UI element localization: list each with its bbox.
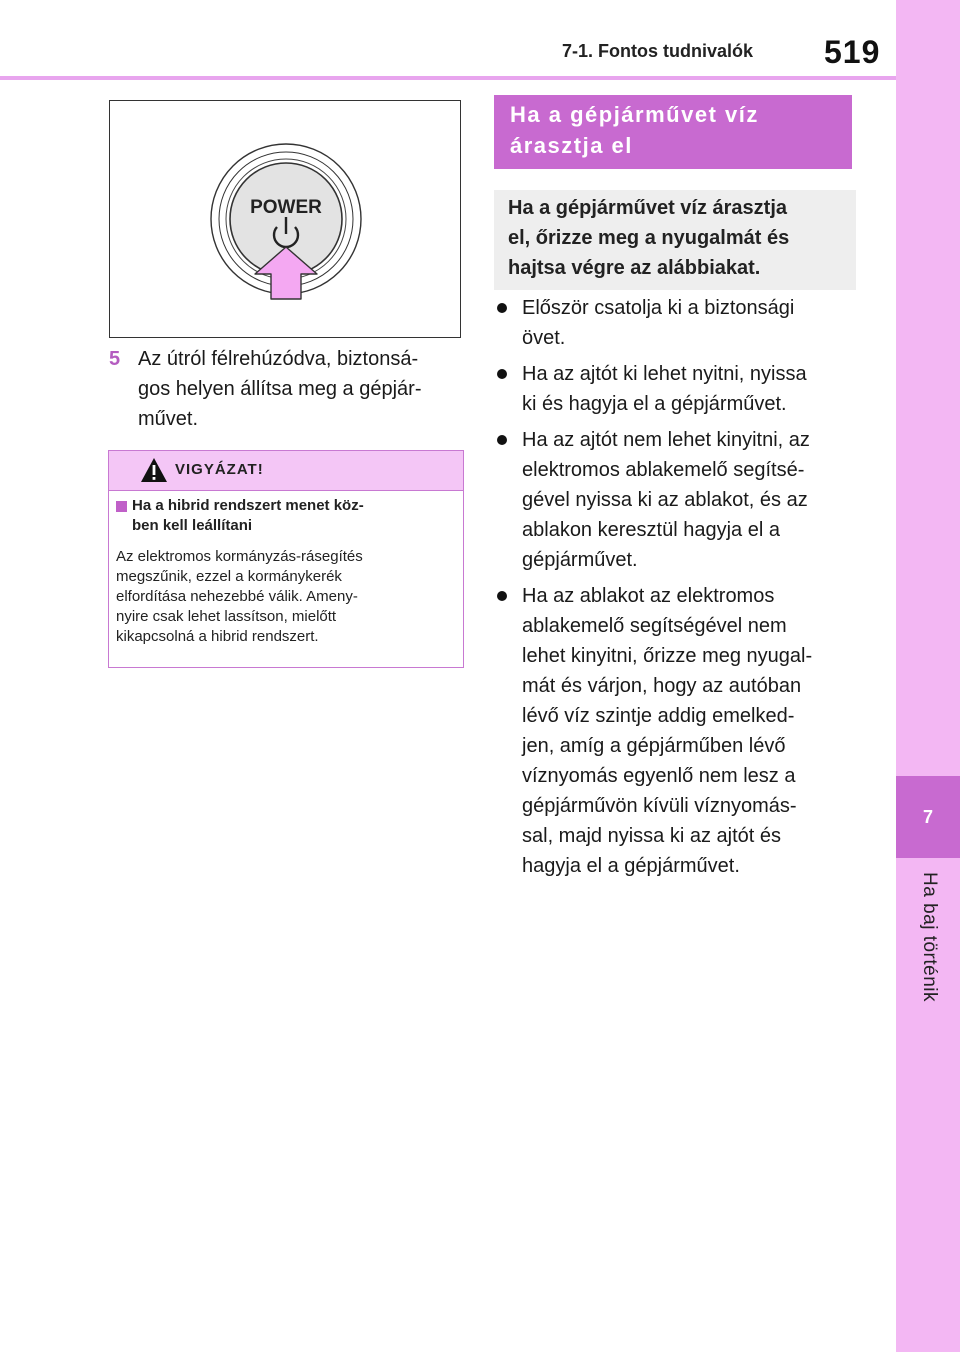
step-number: 5 [109,348,121,370]
list-item-line: sal, majd nyissa ki az ajtót és [522,825,781,847]
list-item [494,581,856,881]
list-item-line: Ha az ajtót ki lehet nyitni, nyissa [522,363,807,385]
page-number: 519 [824,34,881,70]
bullet-dot-icon [497,435,507,445]
caution-body-line: nyire csak lehet lassítson, mielőtt [116,608,337,625]
section-title-line: Ha a gépjárművet víz [510,102,759,127]
instruction-list [494,293,856,887]
section-heading-box [494,95,852,169]
section-title-line: árasztja el [510,133,633,158]
caution-body-line: kikapcsolná a hibrid rendszert. [116,628,319,645]
list-item-line: mát és várjon, hogy az autóban [522,675,802,697]
square-bullet-icon [116,501,127,512]
list-item-line: lehet kinyitni, őrizze meg nyugal- [522,645,813,667]
list-item-line: gépjárművet. [522,549,638,571]
intro-line: Ha a gépjárművet víz árasztja [508,197,788,219]
list-item-line: víznyomás egyenlő nem lesz a [522,765,796,787]
power-label: POWER [250,197,322,218]
caution-box [108,450,464,668]
step-line: Az útról félrehúzódva, biztonsá- [138,348,419,370]
list-item-line: hagyja el a gépjárművet. [522,855,740,877]
intro-box [494,190,856,290]
list-item-line: gépjárművön kívüli víznyomás- [522,795,797,817]
chapter-side-tab [896,0,960,1352]
caution-header [109,451,463,491]
list-item-line: lévő víz szintje addig emelked- [522,705,795,727]
list-item-line: ablakon keresztül hagyja el a [522,519,780,541]
power-button-drawing [110,101,459,336]
caution-title: VIGYÁZAT! [175,461,264,478]
header-divider [0,76,896,80]
list-item-line: ablakemelő segítségével nem [522,615,787,637]
list-item [494,359,856,419]
bullet-dot-icon [497,591,507,601]
caution-subtitle-line: Ha a hibrid rendszert menet köz- [132,497,364,514]
caution-subtitle [132,496,452,536]
step-line: gos helyen állítsa meg a gépjár- [138,378,422,400]
intro-text [508,193,844,283]
list-item-line: övet. [522,327,566,349]
bullet-dot-icon [497,303,507,313]
bullet-dot-icon [497,369,507,379]
power-button-illustration [109,100,461,338]
list-item [494,293,856,353]
caution-body [116,547,456,647]
list-item-line: elektromos ablakemelő segítsé- [522,459,805,481]
intro-line: el, őrizze meg a nyugalmát és [508,227,790,249]
chapter-number: 7 [896,776,960,858]
list-item-line: Ha az ajtót nem lehet kinyitni, az [522,429,810,451]
section-header: 7-1. Fontos tudnivalók [562,41,754,61]
list-item-line: jen, amíg a gépjárműben lévő [522,735,786,757]
list-item [494,425,856,575]
section-title [510,99,840,161]
chapter-title: Ha baj történik [919,872,940,1003]
caution-body-line: elfordítása nehezebbé válik. Ameny- [116,588,358,605]
list-item-line: gével nyissa ki az ablakot, és az [522,489,808,511]
list-item-line: Ha az ablakot az elektromos [522,585,775,607]
list-item-line: ki és hagyja el a gépjárművet. [522,393,787,415]
step-text [138,344,468,434]
intro-line: hajtsa végre az alábbiakat. [508,257,761,279]
list-item-line: Először csatolja ki a biztonsági [522,297,795,319]
step-line: művet. [138,408,199,430]
caution-body-line: megszűnik, ezzel a kormánykerék [116,568,342,585]
caution-body-line: Az elektromos kormányzás-rásegítés [116,548,363,565]
warning-triangle-icon [139,456,169,484]
caution-subtitle-line: ben kell leállítani [132,517,253,534]
